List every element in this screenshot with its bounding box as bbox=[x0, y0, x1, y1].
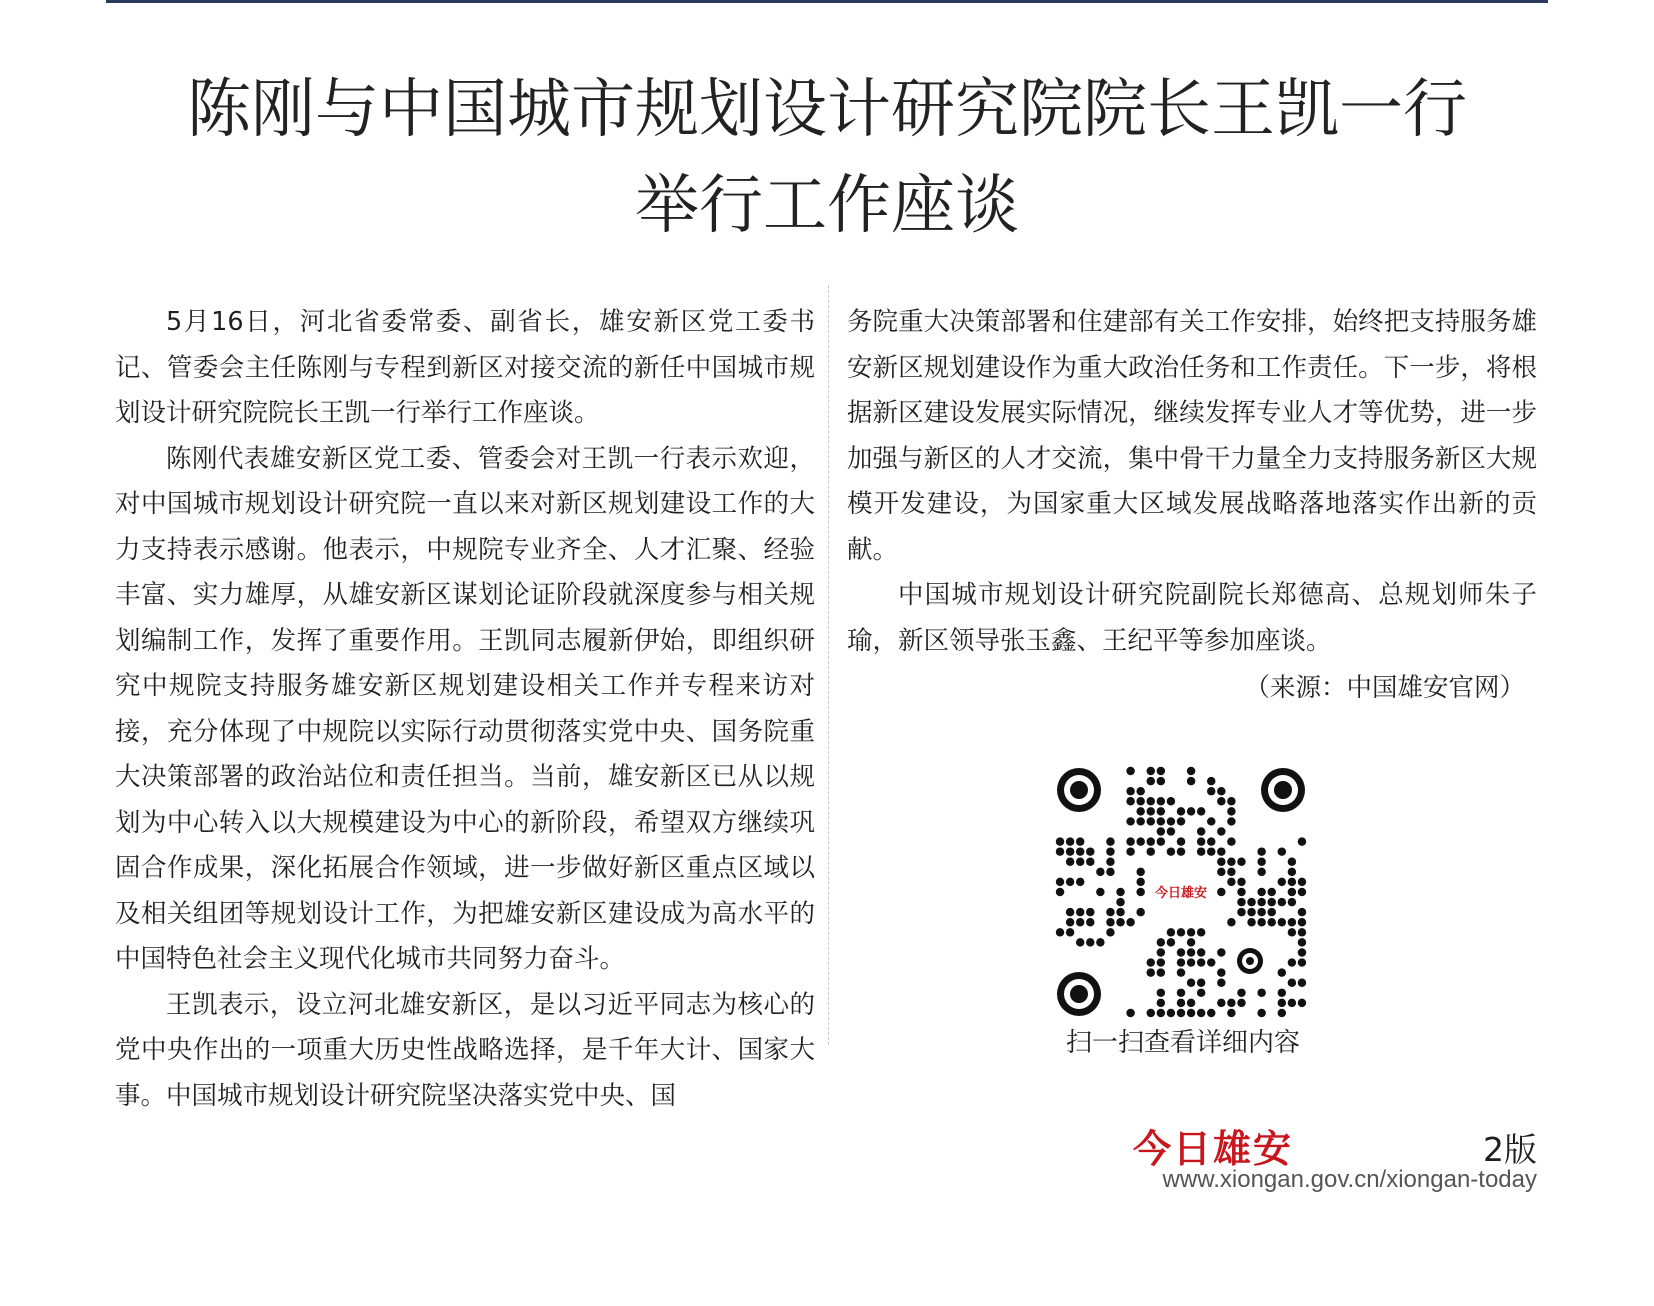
qr-dot bbox=[1106, 858, 1114, 866]
qr-dot bbox=[1197, 978, 1205, 986]
qr-dot bbox=[1157, 767, 1165, 775]
qr-dot bbox=[1076, 847, 1084, 855]
qr-dot bbox=[1076, 837, 1084, 845]
qr-dot bbox=[1106, 868, 1114, 876]
qr-dot bbox=[1187, 958, 1195, 966]
qr-dot bbox=[1288, 868, 1296, 876]
qr-dot bbox=[1066, 918, 1074, 926]
qr-dot bbox=[1147, 797, 1155, 805]
article-paragraph-3-start: 王凯表示，设立河北雄安新区，是以习近平同志为核心的党中央作出的一项重大历史性战略选择，是千年大计、国家大事。中国城市规划设计研究院坚决落实党中央、国 bbox=[115, 989, 815, 1111]
qr-dot bbox=[1086, 918, 1094, 926]
qr-dot bbox=[1167, 847, 1175, 855]
qr-dot bbox=[1207, 847, 1215, 855]
qr-dot bbox=[1288, 888, 1296, 896]
headline bbox=[106, 62, 1548, 254]
qr-dot bbox=[1278, 898, 1286, 906]
qr-dot bbox=[1288, 878, 1296, 886]
qr-dot bbox=[1076, 938, 1084, 946]
qr-dot bbox=[1177, 807, 1185, 815]
qr-dot bbox=[1267, 898, 1275, 906]
qr-dot bbox=[1288, 898, 1296, 906]
qr-dot bbox=[1227, 837, 1235, 845]
qr-dot bbox=[1066, 847, 1074, 855]
qr-dot bbox=[1157, 958, 1165, 966]
qr-dot bbox=[1288, 978, 1296, 986]
qr-dot bbox=[1237, 878, 1245, 886]
qr-dot bbox=[1197, 928, 1205, 936]
qr-dot bbox=[1177, 817, 1185, 825]
qr-dot bbox=[1056, 837, 1064, 845]
qr-dot bbox=[1136, 807, 1144, 815]
qr-dot bbox=[1288, 858, 1296, 866]
qr-dot bbox=[1197, 958, 1205, 966]
qr-dot bbox=[1217, 827, 1225, 835]
qr-dot bbox=[1217, 999, 1225, 1007]
qr-dot bbox=[1106, 908, 1114, 916]
qr-dot bbox=[1217, 858, 1225, 866]
qr-alignment-mark bbox=[1237, 948, 1263, 974]
qr-dot bbox=[1187, 938, 1195, 946]
site-url[interactable]: www.xiongan.gov.cn/xiongan-today bbox=[1162, 1166, 1537, 1193]
qr-dot bbox=[1147, 777, 1155, 785]
qr-dot bbox=[1136, 888, 1144, 896]
qr-dot bbox=[1136, 797, 1144, 805]
qr-dot bbox=[1066, 858, 1074, 866]
qr-dot bbox=[1247, 918, 1255, 926]
qr-dot bbox=[1187, 767, 1195, 775]
article-paragraph-4: 中国城市规划设计研究院副院长郑德高、总规划师朱子瑜，新区领导张玉鑫、王纪平等参加座谈。 bbox=[847, 580, 1537, 656]
qr-dot bbox=[1096, 888, 1104, 896]
qr-dot bbox=[1237, 989, 1245, 997]
qr-dot bbox=[1257, 888, 1265, 896]
qr-dot bbox=[1147, 767, 1155, 775]
qr-dot bbox=[1187, 928, 1195, 936]
qr-dot bbox=[1066, 837, 1074, 845]
qr-dot bbox=[1227, 797, 1235, 805]
qr-dot bbox=[1187, 807, 1195, 815]
qr-dot bbox=[1237, 908, 1245, 916]
article-paragraph-3-continued: 务院重大决策部署和住建部有关工作安排，始终把支持服务雄安新区规划建设作为重大政治任务和工作责任。下一步，将根据新区建设发展实际情况，继续发挥专业人才等优势，进一步加强与新区的人才交流，集中骨干力量全力支持服务新区大规模开发建设，为国家重大区域发展战略落地落实作出新的贡献。 bbox=[847, 307, 1537, 565]
qr-dot bbox=[1298, 908, 1306, 916]
qr-dot bbox=[1298, 958, 1306, 966]
page-number: 2版 bbox=[1483, 1130, 1537, 1169]
qr-dot bbox=[1126, 767, 1134, 775]
qr-dot bbox=[1207, 817, 1215, 825]
qr-code[interactable] bbox=[1055, 766, 1311, 1018]
qr-dot bbox=[1177, 989, 1185, 997]
qr-dot bbox=[1066, 908, 1074, 916]
qr-dot bbox=[1257, 898, 1265, 906]
qr-dot bbox=[1177, 999, 1185, 1007]
qr-dot bbox=[1167, 817, 1175, 825]
brand-logo: 今日雄安 bbox=[1133, 1126, 1294, 1171]
qr-dot bbox=[1157, 968, 1165, 976]
qr-dot bbox=[1207, 777, 1215, 785]
qr-dot bbox=[1157, 837, 1165, 845]
qr-caption: 扫一扫查看详细内容 bbox=[1065, 1028, 1300, 1058]
qr-dot bbox=[1298, 837, 1306, 845]
qr-dot bbox=[1116, 908, 1124, 916]
qr-dot bbox=[1298, 918, 1306, 926]
qr-dot bbox=[1217, 797, 1225, 805]
qr-dot bbox=[1157, 827, 1165, 835]
qr-dot bbox=[1106, 918, 1114, 926]
headline-line-1: 陈刚与中国城市规划设计研究院院长王凯一行 bbox=[187, 73, 1467, 147]
qr-dot bbox=[1056, 928, 1064, 936]
qr-dot bbox=[1136, 878, 1144, 886]
qr-dot bbox=[1157, 777, 1165, 785]
qr-dot bbox=[1267, 908, 1275, 916]
qr-dot bbox=[1056, 847, 1064, 855]
qr-dot bbox=[1147, 807, 1155, 815]
qr-dot bbox=[1207, 958, 1215, 966]
qr-dot bbox=[1217, 968, 1225, 976]
qr-dot bbox=[1096, 868, 1104, 876]
qr-dot bbox=[1278, 847, 1286, 855]
qr-finder-top-left bbox=[1057, 768, 1101, 812]
qr-dot bbox=[1177, 968, 1185, 976]
qr-dot bbox=[1257, 858, 1265, 866]
qr-dot bbox=[1157, 807, 1165, 815]
qr-dot bbox=[1066, 928, 1074, 936]
column-divider bbox=[828, 285, 829, 1045]
qr-dot bbox=[1197, 989, 1205, 997]
qr-dot bbox=[1267, 888, 1275, 896]
qr-dot bbox=[1288, 999, 1296, 1007]
qr-dot bbox=[1086, 908, 1094, 916]
qr-dot bbox=[1147, 1009, 1155, 1017]
qr-dot bbox=[1227, 868, 1235, 876]
qr-dot bbox=[1056, 878, 1064, 886]
qr-dot bbox=[1167, 938, 1175, 946]
qr-dot bbox=[1298, 938, 1306, 946]
qr-dot bbox=[1278, 968, 1286, 976]
qr-dot bbox=[1288, 958, 1296, 966]
qr-dot bbox=[1227, 999, 1235, 1007]
qr-dot bbox=[1197, 1009, 1205, 1017]
qr-dot bbox=[1136, 837, 1144, 845]
qr-dot bbox=[1298, 948, 1306, 956]
qr-dot bbox=[1227, 918, 1235, 926]
qr-dot bbox=[1197, 827, 1205, 835]
qr-dot bbox=[1217, 888, 1225, 896]
qr-dot bbox=[1177, 928, 1185, 936]
article-paragraph-2: 陈刚代表雄安新区党工委、管委会对王凯一行表示欢迎，对中国城市规划设计研究院一直以来对新区规划建设工作的大力支持表示感谢。他表示，中规院专业齐全、人才汇聚、经验丰富、实力雄厚，从雄安新区谋划论证阶段就深度参与相关规划编制工作，发挥了重要作用。王凯同志履新伊始，即组织研究中规院支持服务雄安新区规划建设相关工作并专程来访对接，充分体现了中规院以实际行动贯彻落实党中央、国务院重大决策部署的政治站位和责任担当。当前，雄安新区已从以规划为中心转入以大规模建设为中心的新阶段，希望双方继续巩固合作成果，深化拓展合作领域，进一步做好新区重点区域以及相关组团等规划设计工作，为把雄安新区建设成为高水平的中国特色社会主义现代化城市共同努力奋斗。 bbox=[115, 443, 815, 974]
qr-dot bbox=[1237, 888, 1245, 896]
qr-dot bbox=[1106, 847, 1114, 855]
qr-dot bbox=[1136, 868, 1144, 876]
qr-dot bbox=[1157, 938, 1165, 946]
top-rule bbox=[106, 0, 1548, 3]
qr-dot bbox=[1227, 1009, 1235, 1017]
article-paragraph-1: 5月16日，河北省委常委、副省长，雄安新区党工委书记、管委会主任陈刚与专程到新区对接交流的新任中国城市规划设计研究院院长王凯一行举行工作座谈。 bbox=[115, 307, 815, 428]
qr-dot bbox=[1217, 948, 1225, 956]
article-column-right bbox=[847, 300, 1537, 712]
qr-dot bbox=[1278, 1009, 1286, 1017]
qr-dot bbox=[1217, 847, 1225, 855]
qr-dot bbox=[1207, 1009, 1215, 1017]
qr-dot bbox=[1076, 918, 1084, 926]
qr-dot bbox=[1136, 908, 1144, 916]
qr-dot bbox=[1106, 837, 1114, 845]
qr-dot bbox=[1157, 817, 1165, 825]
qr-dot bbox=[1106, 928, 1114, 936]
qr-dot bbox=[1056, 888, 1064, 896]
qr-dot bbox=[1086, 847, 1094, 855]
qr-dot bbox=[1298, 888, 1306, 896]
qr-dot bbox=[1116, 898, 1124, 906]
qr-finder-top-right bbox=[1261, 768, 1305, 812]
qr-dot bbox=[1187, 978, 1195, 986]
qr-dot bbox=[1177, 948, 1185, 956]
qr-dot bbox=[1126, 918, 1134, 926]
qr-dot bbox=[1197, 837, 1205, 845]
qr-dot bbox=[1096, 938, 1104, 946]
article-column-left bbox=[115, 300, 815, 1119]
qr-dot bbox=[1197, 948, 1205, 956]
qr-dot bbox=[1288, 918, 1296, 926]
qr-dot bbox=[1076, 908, 1084, 916]
qr-dot bbox=[1136, 787, 1144, 795]
qr-dot bbox=[1217, 868, 1225, 876]
qr-dot bbox=[1147, 837, 1155, 845]
qr-dot bbox=[1116, 888, 1124, 896]
qr-dot bbox=[1177, 1009, 1185, 1017]
qr-dot bbox=[1227, 858, 1235, 866]
qr-dot bbox=[1257, 868, 1265, 876]
qr-dot bbox=[1187, 1009, 1195, 1017]
qr-dot bbox=[1147, 817, 1155, 825]
qr-dot bbox=[1167, 827, 1175, 835]
qr-dot bbox=[1167, 797, 1175, 805]
qr-dot bbox=[1126, 847, 1134, 855]
qr-dot bbox=[1157, 797, 1165, 805]
qr-dot bbox=[1167, 928, 1175, 936]
qr-dot bbox=[1207, 837, 1215, 845]
qr-dot bbox=[1257, 918, 1265, 926]
qr-dot bbox=[1136, 817, 1144, 825]
qr-dot bbox=[1086, 858, 1094, 866]
qr-dot bbox=[1167, 1009, 1175, 1017]
qr-dot bbox=[1187, 777, 1195, 785]
headline-line-2: 举行工作座谈 bbox=[635, 169, 1019, 243]
qr-dot bbox=[1126, 787, 1134, 795]
qr-finder-bottom-left bbox=[1057, 972, 1101, 1016]
qr-dot bbox=[1237, 858, 1245, 866]
qr-dot bbox=[1257, 908, 1265, 916]
qr-code-image bbox=[1055, 766, 1307, 1018]
qr-dot bbox=[1257, 989, 1265, 997]
qr-dot bbox=[1187, 999, 1195, 1007]
qr-dot bbox=[1267, 918, 1275, 926]
qr-dot bbox=[1187, 948, 1195, 956]
qr-dot bbox=[1177, 847, 1185, 855]
qr-dot bbox=[1126, 817, 1134, 825]
qr-dot bbox=[1076, 878, 1084, 886]
qr-dot bbox=[1217, 787, 1225, 795]
qr-dot bbox=[1247, 898, 1255, 906]
qr-dot bbox=[1217, 978, 1225, 986]
qr-dot bbox=[1126, 837, 1134, 845]
qr-dot bbox=[1227, 807, 1235, 815]
qr-dot bbox=[1257, 847, 1265, 855]
qr-dot bbox=[1147, 847, 1155, 855]
qr-dot bbox=[1157, 989, 1165, 997]
qr-dot bbox=[1298, 928, 1306, 936]
qr-dot bbox=[1177, 837, 1185, 845]
qr-center-logo: 今日雄安 bbox=[1154, 886, 1208, 901]
qr-dot bbox=[1066, 878, 1074, 886]
article-source: （来源：中国雄安官网） bbox=[1244, 673, 1525, 703]
qr-dot bbox=[1157, 948, 1165, 956]
qr-dot bbox=[1147, 958, 1155, 966]
qr-dot bbox=[1227, 817, 1235, 825]
qr-dot bbox=[1076, 858, 1084, 866]
qr-dot bbox=[1237, 898, 1245, 906]
qr-dot bbox=[1157, 1009, 1165, 1017]
qr-dot bbox=[1227, 878, 1235, 886]
qr-dot bbox=[1278, 918, 1286, 926]
qr-dot bbox=[1126, 1009, 1134, 1017]
qr-dot bbox=[1126, 797, 1134, 805]
qr-dot bbox=[1177, 958, 1185, 966]
qr-dot bbox=[1197, 847, 1205, 855]
qr-dot bbox=[1278, 999, 1286, 1007]
qr-dot bbox=[1288, 928, 1296, 936]
qr-dot bbox=[1157, 999, 1165, 1007]
qr-dot bbox=[1278, 989, 1286, 997]
qr-dot bbox=[1207, 787, 1215, 795]
qr-dot bbox=[1298, 878, 1306, 886]
qr-dot bbox=[1298, 978, 1306, 986]
qr-dot bbox=[1197, 807, 1205, 815]
qr-dot bbox=[1086, 938, 1094, 946]
qr-dot bbox=[1278, 878, 1286, 886]
qr-dot bbox=[1247, 908, 1255, 916]
qr-dot bbox=[1116, 918, 1124, 926]
qr-dot bbox=[1147, 968, 1155, 976]
qr-dot bbox=[1237, 999, 1245, 1007]
qr-dot bbox=[1298, 999, 1306, 1007]
qr-dot bbox=[1257, 1009, 1265, 1017]
